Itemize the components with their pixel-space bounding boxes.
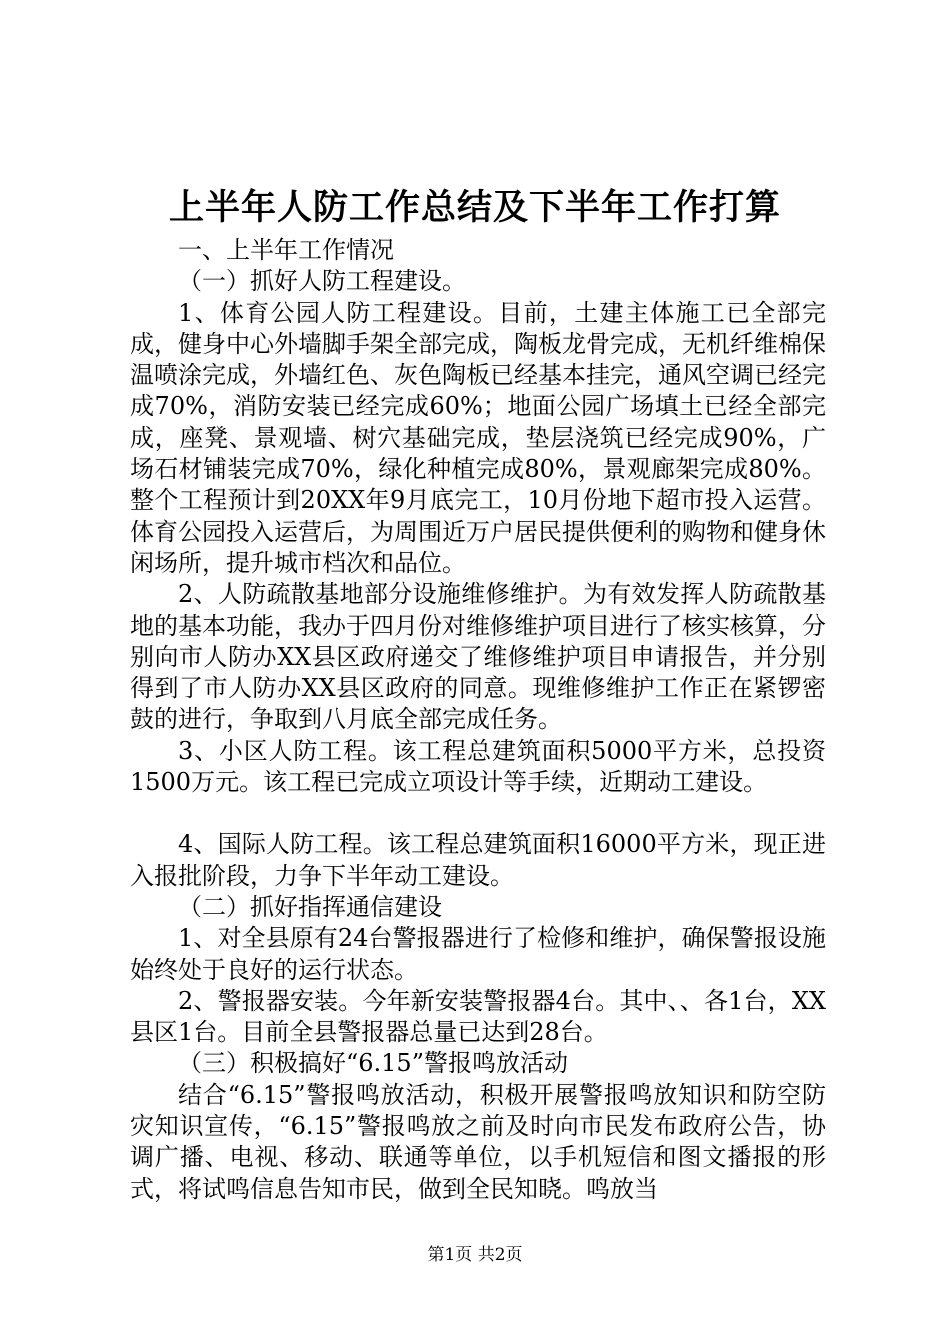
section-heading: 一、上半年工作情况 xyxy=(178,236,394,264)
subsection-heading: （二）抓好指挥通信建设 xyxy=(178,892,442,921)
subsection-heading: （一）抓好人防工程建设。 xyxy=(178,267,466,296)
paragraph: 4、国际人防工程。该工程总建筑面积16000平方米，现正进入报批阶段，力争下半年动工建设。 xyxy=(130,830,826,890)
subsection-heading: （三）积极搞好“6.15”警报鸣放活动 xyxy=(178,1049,568,1078)
page-number-footer: 第1页 共2页 xyxy=(427,1245,523,1265)
paragraph: 2、警报器安装。今年新安装警报器4台。其中、、各1台，XX县区1台。目前全县警报器总量已达到28台。 xyxy=(130,986,826,1047)
paragraph: 2、人防疏散基地部分设施维修维护。为有效发挥人防疏散基地的基本功能，我办于四月份对维修维护项目进行了核实核算，分别向市人防办XX县区政府递交了维修维护项目申请报告，并分别得到了市人防办XX县区政府的同意。现维修维护工作正在紧锣密鼓的进行，争取到八月底全部完成任务。 xyxy=(130,580,826,734)
document-title: 上半年人防工作总结及下半年工作打算 xyxy=(168,187,781,228)
paragraph: 1、对全县原有24台警报器进行了检修和维护，确保警报设施始终处于良好的运行状态。 xyxy=(130,924,826,984)
paragraph: 结合“6.15”警报鸣放活动，积极开展警报鸣放知识和防空防灾知识宣传，“6.15”警报鸣放之前及时向市民发布政府公告，协调广播、电视、移动、联通等单位，以手机短信和图文播报的形式，将试鸣信息告知市民，做到全民知晓。鸣放当 xyxy=(130,1080,826,1203)
document-body xyxy=(130,235,826,1205)
paragraph: 1、体育公园人防工程建设。目前，土建主体施工已全部完成，健身中心外墙脚手架全部完成，陶板龙骨完成，无机纤维棉保温喷涂完成，外墙红色、灰色陶板已经基本挂完，通风空调已经完成70%，消防安装已经完成60%；地面公园广场填土已经全部完成，座凳、景观墙、树穴基础完成，垫层浇筑已经完成90%，广场石材铺装完成70%，绿化种植完成80%，景观廊架完成80%。整个工程预计到20XX年9月底完工，10月份地下超市投入运营。体育公园投入运营后，为周围近万户居民提供便利的购物和健身休闲场所，提升城市档次和品位。 xyxy=(130,298,826,577)
paragraph: 3、小区人防工程。该工程总建筑面积5000平方米，总投资1500万元。该工程已完成立项设计等手续，近期动工建设。 xyxy=(130,736,826,797)
